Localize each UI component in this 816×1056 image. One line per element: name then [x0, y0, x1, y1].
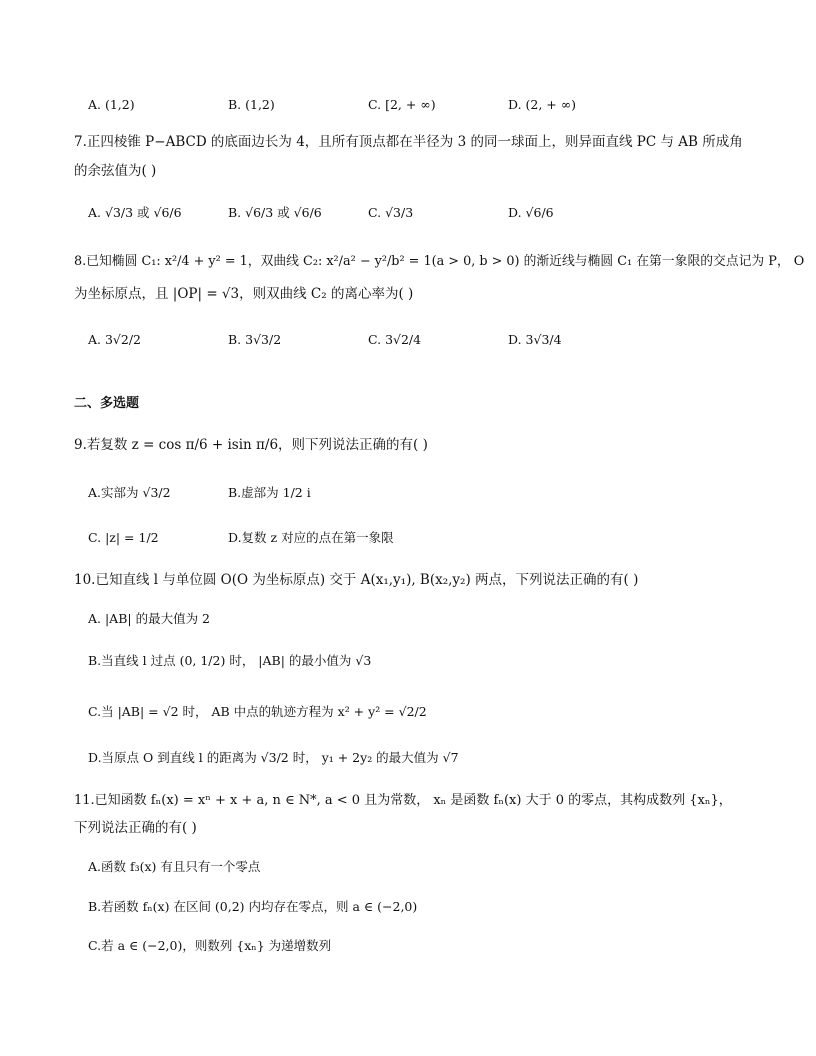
q7-stem-line2: 的余弦值为( )	[74, 163, 157, 179]
q11-option-c: C.若 a ∈ (−2,0)，则数列 {xₙ} 为递增数列	[88, 938, 332, 953]
q9-option-b: B.虚部为 1/2 i	[228, 485, 311, 500]
q8-stem-line2: 为坐标原点，且 |OP| = √3，则双曲线 C₂ 的离心率为( )	[74, 286, 414, 302]
q8-option-a: A. 3√2/2	[88, 332, 142, 347]
q8-option-b: B. 3√3/2	[228, 332, 282, 347]
q6-option-d: D. (2, + ∞)	[508, 97, 577, 112]
q8-option-d: D. 3√3/4	[508, 332, 562, 347]
q6-option-a: A. (1,2)	[88, 97, 135, 112]
q9-option-d: D.复数 z 对应的点在第一象限	[228, 530, 394, 545]
q9-option-a: A.实部为 √3/2	[88, 485, 171, 500]
q11-stem-line2: 下列说法正确的有( )	[74, 820, 197, 836]
q7-option-b: B. √6/3 或 √6/6	[228, 205, 322, 220]
q8-option-c: C. 3√2/4	[368, 332, 422, 347]
q6-option-b: B. (1,2)	[228, 97, 275, 112]
q8-stem-line1: 8.已知椭圆 C₁: x²/4 + y² = 1，双曲线 C₂: x²/a² − y²/b² = 1(a > 0, b > 0) 的渐近线与椭圆 C₁ 在第一象限的交点记为 P， O	[74, 254, 805, 269]
q7-option-d: D. √6/6	[508, 205, 554, 220]
q10-option-a: A. |AB| 的最大值为 2	[88, 611, 211, 626]
q9-option-c: C. |z| = 1/2	[88, 530, 159, 545]
q7-option-a: A. √3/3 或 √6/6	[88, 205, 182, 220]
q11-option-b: B.若函数 fₙ(x) 在区间 (0,2) 内均存在零点，则 a ∈ (−2,0)	[88, 899, 418, 914]
q7-stem-line1: 7.正四棱锥 P−ABCD 的底面边长为 4，且所有顶点都在半径为 3 的同一球面上，则异面直线 PC 与 AB 所成角	[74, 134, 743, 150]
q10-option-d: D.当原点 O 到直线 l 的距离为 √3/2 时， y₁ + 2y₂ 的最大值为 √7	[88, 750, 459, 765]
q10-option-c: C.当 |AB| = √2 时， AB 中点的轨迹方程为 x² + y² = √2/2	[88, 704, 427, 719]
section-title-multiple-choice: 二、多选题	[74, 396, 140, 411]
q10-stem: 10.已知直线 l 与单位圆 O(O 为坐标原点) 交于 A(x₁,y₁), B(x₂,y₂) 两点，下列说法正确的有( )	[74, 572, 639, 588]
q7-option-c: C. √3/3	[368, 205, 414, 220]
q11-stem-line1: 11.已知函数 fₙ(x) = xⁿ + x + a, n ∈ N*, a < 0 且为常数， xₙ 是函数 fₙ(x) 大于 0 的零点，其构成数列 {xₙ}，	[74, 793, 732, 808]
q9-stem: 9.若复数 z = cos π/6 + isin π/6，则下列说法正确的有( )	[74, 437, 428, 453]
q11-option-a: A.函数 f₃(x) 有且只有一个零点	[88, 859, 261, 874]
q10-option-b: B.当直线 l 过点 (0, 1/2) 时， |AB| 的最小值为 √3	[88, 653, 372, 668]
q6-option-c: C. [2, + ∞)	[368, 97, 436, 112]
